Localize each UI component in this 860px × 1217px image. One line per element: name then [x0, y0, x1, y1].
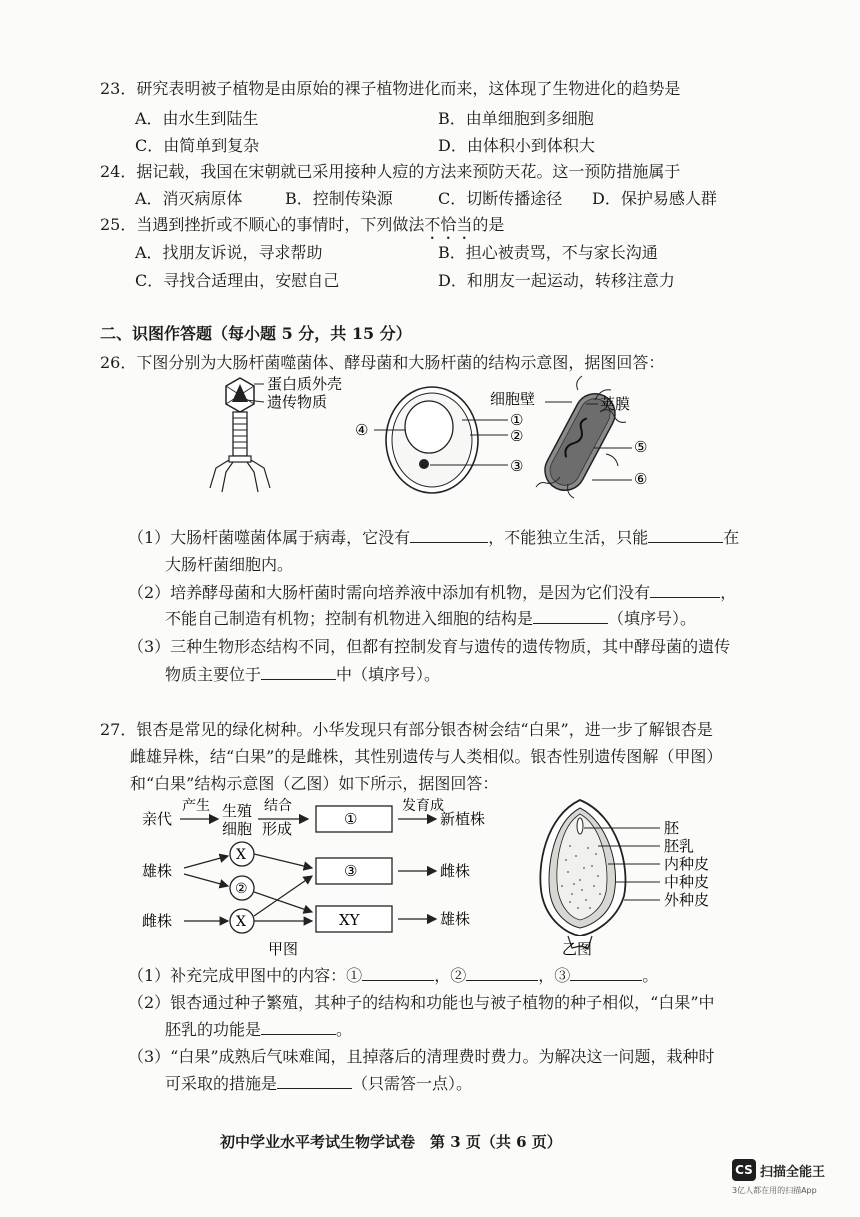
q25-option-d: D．和朋友一起运动，转移注意力 [438, 271, 675, 290]
answer-blank[interactable] [261, 665, 336, 680]
watermark-sub: 3亿人都在用的扫描App [732, 1186, 817, 1195]
q23-option-d: D．由体积小到体积大 [438, 136, 595, 155]
q27-sub1: （1）补充完成甲图中的内容：① ，② ，③ 。 [128, 966, 659, 985]
yeast-diagram [386, 387, 478, 493]
q27-stem-line2: 雌雄异株，结“白果”的是雌株，其性别遗传与人类相似。银杏性别遗传图解（甲图） [130, 747, 723, 766]
section-title: 二、识图作答题（每小题 5 分，共 15 分） [100, 324, 412, 343]
q26-sub2-line2: 不能自己制造有机物；控制有机物进入细胞的结构是 （填序号）。 [165, 609, 697, 628]
q24-option-b: B．控制传染源 [285, 189, 393, 208]
label-germ1: 生殖 [222, 802, 253, 820]
q23-option-c: C．由简单到复杂 [135, 136, 260, 155]
q26-sub2-line1: （2）培养酵母菌和大肠杆菌时需向培养液中添加有机物，是因为它们没有 ， [128, 583, 737, 602]
q27-sub3-line2: 可采取的措施是 （只需答一点）。 [165, 1074, 473, 1093]
q25-stem: 25．当遇到挫折或不顺心的事情时，下列做法不恰当的是 [100, 215, 505, 234]
label-genetic-material: 遗传物质 [267, 393, 328, 411]
q24-option-a: A．消灭病原体 [135, 189, 243, 208]
label-male: 雄株 [142, 862, 173, 880]
label-germ2: 细胞 [222, 820, 253, 838]
jia-diagram [140, 796, 520, 962]
circle-x-bottom: X [236, 914, 246, 930]
label-out-male: 雄株 [440, 910, 471, 928]
answer-blank[interactable] [650, 583, 720, 598]
emphasis-text: 不恰当 [424, 215, 473, 234]
q24-option-d: D．保护易感人群 [592, 189, 717, 208]
q26-sub1-line1: （1）大肠杆菌噬菌体属于病毒，它没有 ，不能独立生活，只能 在 [128, 528, 740, 547]
label-cell-wall: 细胞壁 [490, 390, 536, 408]
answer-blank[interactable] [570, 966, 642, 981]
answer-blank[interactable] [648, 528, 723, 543]
page-footer: 初中学业水平考试生物学试卷 第 3 页（共 6 页） [220, 1133, 562, 1151]
box-1-label: ① [344, 810, 358, 828]
label-out-female: 雌株 [440, 862, 471, 880]
label-inner-coat: 内种皮 [664, 855, 710, 873]
caption-yi: 乙图 [562, 940, 593, 958]
box-3-label: ③ [344, 862, 358, 880]
label-endosperm: 胚乳 [664, 837, 695, 855]
caption-jia: 甲图 [268, 940, 299, 958]
circle-2: ② [235, 881, 248, 897]
label-2: ② [510, 427, 524, 445]
box-xy-label: XY [339, 911, 360, 929]
label-outer-coat: 外种皮 [664, 891, 710, 909]
label-combine: 结合 [264, 798, 292, 814]
scanner-watermark [732, 1157, 842, 1197]
answer-blank[interactable] [466, 966, 538, 981]
answer-blank[interactable] [410, 528, 488, 543]
phage-diagram [210, 378, 270, 492]
q25-option-b: B．担心被责骂，不与家长沟通 [438, 243, 658, 262]
q25-option-c: C．寻找合适理由，安慰自己 [135, 271, 340, 290]
watermark-name: 扫描全能王 [760, 1165, 826, 1180]
q24-stem: 24．据记载，我国在宋朝就已采用接种人痘的方法来预防天花。这一预防措施属于 [100, 162, 681, 181]
label-produce: 产生 [182, 798, 210, 814]
cs-logo-icon: CS [732, 1159, 756, 1181]
label-embryo: 胚 [664, 819, 680, 837]
answer-blank[interactable] [362, 966, 434, 981]
q26-stem: 26．下图分别为大肠杆菌噬菌体、酵母菌和大肠杆菌的结构示意图，据图回答： [100, 353, 665, 372]
q27-sub2-line2: 胚乳的功能是 。 [165, 1020, 353, 1039]
q26-sub3-line1: （3）三种生物形态结构不同，但都有控制发育与遗传的遗传物质，其中酵母菌的遗传 [128, 637, 731, 656]
q23-stem: 23．研究表明被子植物是由原始的裸子植物进化而来，这体现了生物进化的趋势是 [100, 79, 681, 98]
label-middle-coat: 中种皮 [664, 873, 710, 891]
circle-x-top: X [236, 847, 246, 863]
label-1: ① [510, 411, 524, 429]
q27-stem-line3: 和“白果”结构示意图（乙图）如下所示，据图回答： [130, 774, 499, 793]
q27-sub3-line1: （3）“白果”成熟后气味难闻，且掉落后的清理费时费力。为解决这一问题，栽种时 [128, 1047, 715, 1066]
label-form: 形成 [262, 820, 293, 838]
label-female: 雌株 [142, 912, 173, 930]
label-parent: 亲代 [142, 810, 173, 828]
answer-blank[interactable] [261, 1020, 336, 1035]
label-3: ③ [510, 457, 524, 475]
label-capsule: 荚膜 [600, 395, 631, 413]
yi-diagram [532, 796, 752, 962]
q24-option-c: C．切断传播途径 [438, 189, 563, 208]
label-5: ⑤ [634, 438, 648, 456]
answer-blank[interactable] [277, 1074, 352, 1089]
q23-option-a: A．由水生到陆生 [135, 109, 259, 128]
q26-sub1-line2: 大肠杆菌细胞内。 [165, 555, 294, 574]
q27-stem-line1: 27．银杏是常见的绿化树种。小华发现只有部分银杏树会结“白果”，进一步了解银杏是 [100, 720, 713, 739]
q26-sub3-line2: 物质主要位于 中（填序号）。 [165, 665, 441, 684]
q23-option-b: B．由单细胞到多细胞 [438, 109, 594, 128]
label-develop: 发育成 [402, 798, 444, 814]
label-new-plant: 新植株 [440, 810, 486, 828]
q27-sub2-line1: （2）银杏通过种子繁殖，其种子的结构和功能也与被子植物的种子相似，“白果”中 [128, 993, 715, 1012]
label-6: ⑥ [634, 470, 648, 488]
q25-option-a: A．找朋友诉说，寻求帮助 [135, 243, 323, 262]
label-4: ④ [355, 421, 369, 439]
answer-blank[interactable] [533, 609, 608, 624]
q26-figure [200, 372, 680, 502]
label-protein-coat: 蛋白质外壳 [267, 375, 343, 393]
seed-diagram [540, 800, 625, 948]
